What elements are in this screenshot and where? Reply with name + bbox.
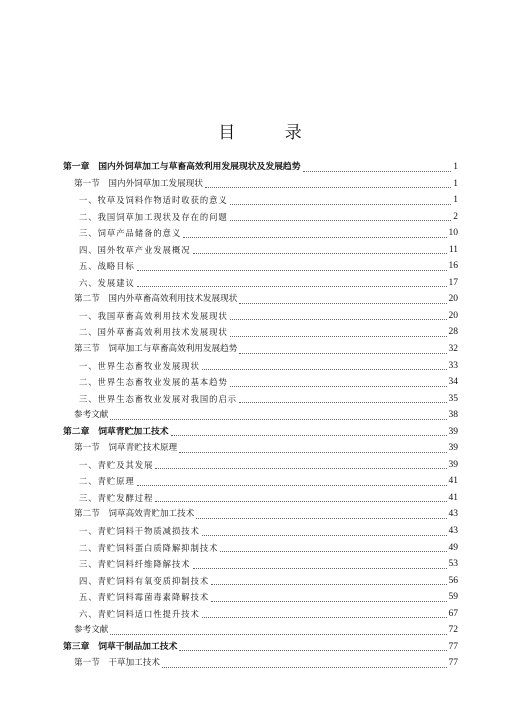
toc-entry-title: 五、青贮饲料霉菌毒素降解技术: [79, 592, 210, 603]
toc-page-number: 41: [448, 476, 458, 487]
dot-leader: [155, 501, 446, 502]
dot-leader: [193, 568, 447, 569]
dot-leader: [137, 270, 447, 271]
toc-page-number: 1: [453, 178, 458, 189]
dot-leader: [110, 634, 446, 635]
toc-ref-row[interactable]: [63, 622, 458, 639]
toc-page-number: 38: [448, 410, 458, 421]
toc-page-number: 43: [448, 526, 458, 537]
toc-entry-title: 参考文献: [74, 625, 109, 636]
toc-entry-title: 第二节 饲草高效青贮加工技术: [74, 509, 195, 520]
dot-leader: [230, 204, 451, 205]
toc-item-row[interactable]: [63, 358, 458, 375]
toc-entry-title: 六、发展建议: [79, 277, 135, 288]
table-of-contents: [63, 159, 458, 672]
toc-page-number: 49: [448, 542, 458, 553]
dot-leader: [137, 485, 447, 486]
toc-item-row[interactable]: [63, 473, 458, 490]
toc-page-number: 16: [448, 261, 458, 272]
dot-leader: [230, 386, 447, 387]
dot-leader: [193, 253, 447, 254]
toc-item-row[interactable]: [63, 457, 458, 474]
dot-leader: [179, 650, 446, 651]
toc-page-number: 20: [448, 294, 458, 305]
toc-item-row[interactable]: [63, 606, 458, 623]
toc-entry-title: 三、饲草产品储备的意义: [79, 228, 182, 239]
toc-entry-title: 一、青贮及其发展: [79, 459, 154, 470]
toc-chapter-row[interactable]: [63, 424, 458, 441]
toc-item-row[interactable]: [63, 275, 458, 292]
toc-entry-title: 五、战略目标: [79, 261, 135, 272]
dot-leader: [205, 187, 451, 188]
toc-entry-title: 四、国外牧草产业发展概况: [79, 244, 191, 255]
toc-item-row[interactable]: [63, 374, 458, 391]
toc-section-row[interactable]: [63, 506, 458, 523]
dot-leader: [220, 551, 446, 552]
toc-page-number: 67: [448, 608, 458, 619]
toc-page-number: 11: [448, 244, 458, 255]
toc-item-row[interactable]: [63, 242, 458, 259]
dot-leader: [162, 667, 447, 668]
toc-item-row[interactable]: [63, 225, 458, 242]
toc-page-number: 28: [448, 327, 458, 338]
toc-page-number: 41: [448, 492, 458, 503]
toc-item-row[interactable]: [63, 324, 458, 341]
toc-page-number: 1: [453, 162, 458, 172]
dot-leader: [239, 353, 446, 354]
dot-leader: [211, 601, 446, 602]
toc-item-row[interactable]: [63, 490, 458, 507]
dot-leader: [110, 419, 446, 420]
toc-page-number: 77: [448, 658, 458, 669]
toc-entry-title: 三、世界生态畜牧业发展对我国的启示: [79, 393, 238, 404]
toc-page-number: 77: [448, 641, 458, 652]
dot-leader: [202, 535, 447, 536]
toc-page-number: 72: [448, 625, 458, 636]
toc-page-number: 2: [453, 211, 458, 222]
toc-entry-title: 第三节 饲草加工与草畜高效利用发展趋势: [74, 344, 238, 355]
dot-leader: [137, 286, 447, 287]
toc-entry-title: 第二章 饲草青贮加工技术: [63, 426, 169, 437]
toc-entry-title: 第一节 国内外饲草加工发展现状: [74, 178, 203, 189]
toc-section-row[interactable]: [63, 291, 458, 308]
toc-entry-title: 一、牧草及饲料作物适时收获的意义: [79, 195, 228, 206]
toc-page-number: 39: [448, 443, 458, 454]
toc-page-number: 33: [448, 360, 458, 371]
toc-entry-title: 一、青贮饲料干物质减损技术: [79, 526, 200, 537]
page-title: 目 录: [218, 123, 324, 143]
toc-item-row[interactable]: [63, 540, 458, 557]
toc-item-row[interactable]: [63, 573, 458, 590]
toc-entry-title: 三、青贮饲料纤维降解技术: [79, 559, 191, 570]
toc-entry-title: 二、世界生态畜牧业发展的基本趋势: [79, 377, 228, 388]
toc-item-row[interactable]: [63, 523, 458, 540]
toc-page-number: 35: [448, 393, 458, 404]
toc-section-row[interactable]: [63, 176, 458, 193]
toc-page-number: 59: [448, 592, 458, 603]
toc-entry-title: 四、青贮饲料有氧变质抑制技术: [79, 575, 210, 586]
dot-leader: [183, 237, 446, 238]
toc-section-row[interactable]: [63, 341, 458, 358]
dot-leader: [230, 336, 447, 337]
toc-page-number: 17: [448, 277, 458, 288]
dot-leader: [202, 617, 447, 618]
toc-entry-title: 三、青贮发酵过程: [79, 492, 154, 503]
dot-leader: [230, 319, 447, 320]
toc-ref-row[interactable]: [63, 407, 458, 424]
toc-section-row[interactable]: [63, 655, 458, 672]
toc-page-number: 10: [448, 228, 458, 239]
toc-page-number: 1: [453, 195, 458, 206]
toc-entry-title: 第一节 干草加工技术: [74, 658, 160, 669]
dot-leader: [239, 402, 446, 403]
toc-entry-title: 二、国外草畜高效利用技术发展现状: [79, 327, 228, 338]
toc-chapter-row[interactable]: [63, 639, 458, 656]
toc-page-number: 20: [448, 310, 458, 321]
toc-page-number: 43: [448, 509, 458, 520]
toc-item-row[interactable]: [63, 391, 458, 408]
toc-entry-title: 参考文献: [74, 410, 109, 421]
dot-leader: [303, 171, 452, 172]
toc-item-row[interactable]: [63, 209, 458, 226]
toc-page-number: 34: [448, 377, 458, 388]
toc-entry-title: 六、青贮饲料适口性提升技术: [79, 608, 200, 619]
toc-entry-title: 第三章 饲草干制品加工技术: [63, 641, 178, 652]
dot-leader: [155, 468, 446, 469]
dot-leader: [196, 518, 446, 519]
toc-chapter-row[interactable]: [63, 159, 458, 176]
toc-entry-title: 二、青贮饲料蛋白质降解抑制技术: [79, 542, 219, 553]
toc-entry-title: 第一节 饲草青贮技术原理: [74, 443, 178, 454]
dot-leader: [239, 303, 446, 304]
toc-page-number: 39: [448, 426, 458, 437]
toc-entry-title: 二、青贮原理: [79, 476, 135, 487]
toc-entry-title: 二、我国饲草加工现状及存在的问题: [79, 211, 228, 222]
toc-page-number: 53: [448, 559, 458, 570]
dot-leader: [179, 452, 446, 453]
dot-leader: [171, 435, 447, 436]
toc-section-row[interactable]: [63, 440, 458, 457]
dot-leader: [211, 584, 446, 585]
toc-page-number: 39: [448, 459, 458, 470]
toc-item-row[interactable]: [63, 308, 458, 325]
toc-item-row[interactable]: [63, 192, 458, 209]
toc-item-row[interactable]: [63, 258, 458, 275]
toc-entry-title: 第二节 国内外草畜高效利用技术发展现状: [74, 294, 238, 305]
dot-leader: [202, 369, 447, 370]
toc-page-number: 32: [448, 344, 458, 355]
toc-entry-title: 一、世界生态畜牧业发展现状: [79, 360, 200, 371]
toc-item-row[interactable]: [63, 589, 458, 606]
toc-page-number: 56: [448, 575, 458, 586]
dot-leader: [230, 220, 451, 221]
toc-entry-title: 第一章 国内外饲草加工与草畜高效利用发展现状及发展趋势: [63, 162, 301, 172]
toc-item-row[interactable]: [63, 556, 458, 573]
toc-entry-title: 一、我国草畜高效利用技术发展现状: [79, 310, 228, 321]
